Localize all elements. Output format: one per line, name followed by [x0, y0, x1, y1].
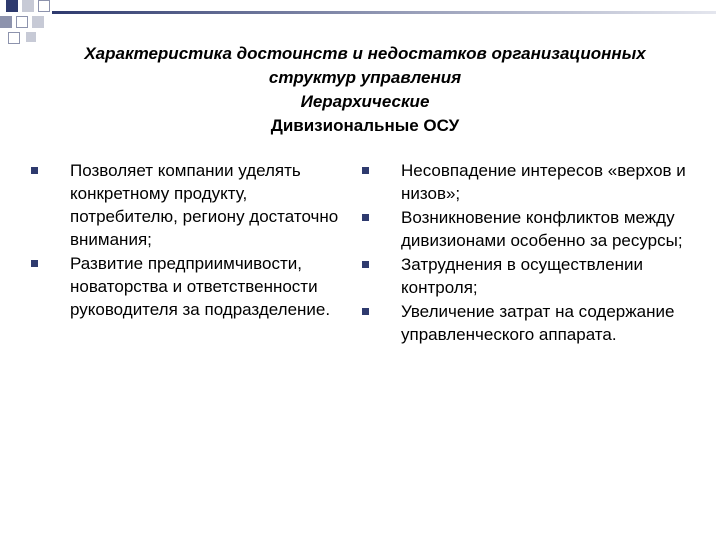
list-item-text: Возникновение конфликтов между дивизионами особенно за ресурсы; — [401, 208, 683, 250]
deco-square — [6, 0, 18, 12]
advantages-column — [30, 159, 350, 322]
list-item-text: Несовпадение интересов «верхов и низов»; — [401, 161, 686, 203]
list-item — [30, 159, 350, 251]
deco-square — [38, 0, 50, 12]
deco-square — [22, 0, 34, 12]
deco-square — [26, 32, 36, 42]
title-line: структур управления — [268, 68, 462, 87]
title-line: Дивизиональные ОСУ — [270, 116, 460, 135]
square-bullet-icon — [31, 167, 38, 174]
list-item-text: Позволяет компании уделять конкретному продукту, потребителю, региону достаточно внимания; — [70, 161, 339, 249]
deco-square — [32, 16, 44, 28]
slide-title — [20, 42, 710, 138]
list-item — [361, 253, 701, 299]
list-item — [30, 252, 350, 321]
square-bullet-icon — [31, 260, 38, 267]
disadvantages-column — [361, 159, 701, 347]
list-item-text: Развитие предприимчивости, новаторства и ответственности руководителя за подразделение. — [70, 254, 331, 319]
deco-square — [0, 16, 12, 28]
square-bullet-icon — [362, 167, 369, 174]
square-bullet-icon — [362, 308, 369, 315]
list-item-text: Увеличение затрат на содержание управленческого аппарата. — [401, 302, 675, 344]
square-bullet-icon — [362, 214, 369, 221]
deco-square — [16, 16, 28, 28]
title-line: Характеристика достоинств и недостатков организационных — [84, 44, 646, 63]
deco-square — [8, 32, 20, 44]
header-rule — [52, 11, 716, 14]
advantages-list — [30, 159, 350, 321]
square-bullet-icon — [362, 261, 369, 268]
list-item-text: Затруднения в осуществлении контроля; — [401, 255, 644, 297]
disadvantages-list — [361, 159, 701, 346]
list-item — [361, 206, 701, 252]
list-item — [361, 300, 701, 346]
list-item — [361, 159, 701, 205]
title-line: Иерархические — [300, 92, 430, 111]
